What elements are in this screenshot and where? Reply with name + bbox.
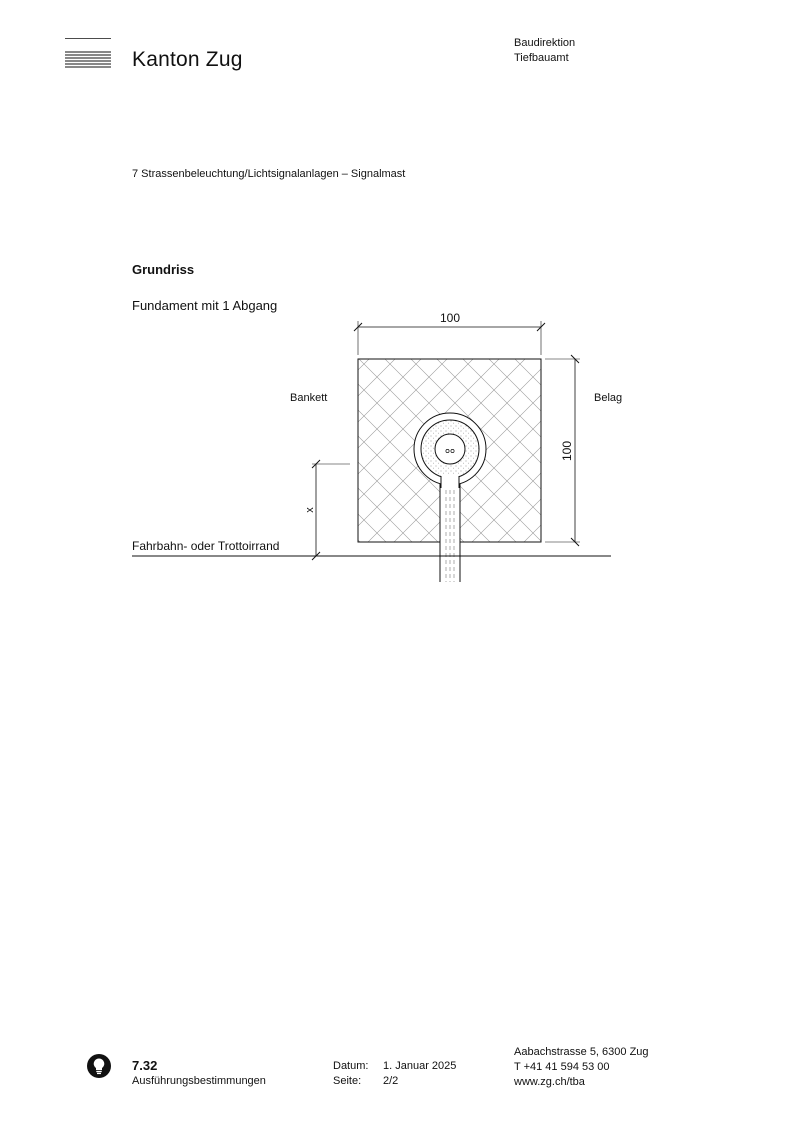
date-label: Datum: xyxy=(333,1060,369,1072)
department-name: Baudirektion xyxy=(514,37,576,49)
page-label: Seite: xyxy=(333,1075,362,1087)
date-value: 1. Januar 2025 xyxy=(383,1060,457,1072)
conduit-pipe xyxy=(440,480,460,582)
contact-block xyxy=(514,1045,649,1090)
org-name: Kanton Zug xyxy=(132,48,243,71)
drawing-caption: Fundament mit 1 Abgang xyxy=(132,298,278,313)
lightbulb-icon xyxy=(87,1054,111,1078)
address: Aabachstrasse 5, 6300 Zug xyxy=(514,1046,649,1058)
regulation-description: Ausführungsbestimmungen xyxy=(132,1075,266,1087)
x-dimension xyxy=(312,460,350,560)
height-dimension-value: 100 xyxy=(560,440,574,462)
bankett-label: Bankett xyxy=(290,392,328,404)
office-name: Tiefbauamt xyxy=(514,52,569,64)
width-dimension xyxy=(354,321,545,355)
website-link[interactable]: www.zg.ch/tba xyxy=(514,1076,585,1088)
page-value: 2/2 xyxy=(383,1075,399,1087)
belag-label: Belag xyxy=(594,392,623,404)
regulation-number: 7.32 xyxy=(132,1058,158,1073)
road-edge-label: Fahrbahn- oder Trottoirrand xyxy=(132,539,280,553)
x-dimension-label: x xyxy=(304,507,316,513)
width-dimension-value: 100 xyxy=(439,311,461,325)
section-heading: Grundriss xyxy=(132,262,195,277)
phone: T +41 41 594 53 00 xyxy=(514,1061,610,1073)
document-subtitle: 7 Strassenbeleuchtung/Lichtsignalanlagen – Signalmast xyxy=(132,168,406,180)
